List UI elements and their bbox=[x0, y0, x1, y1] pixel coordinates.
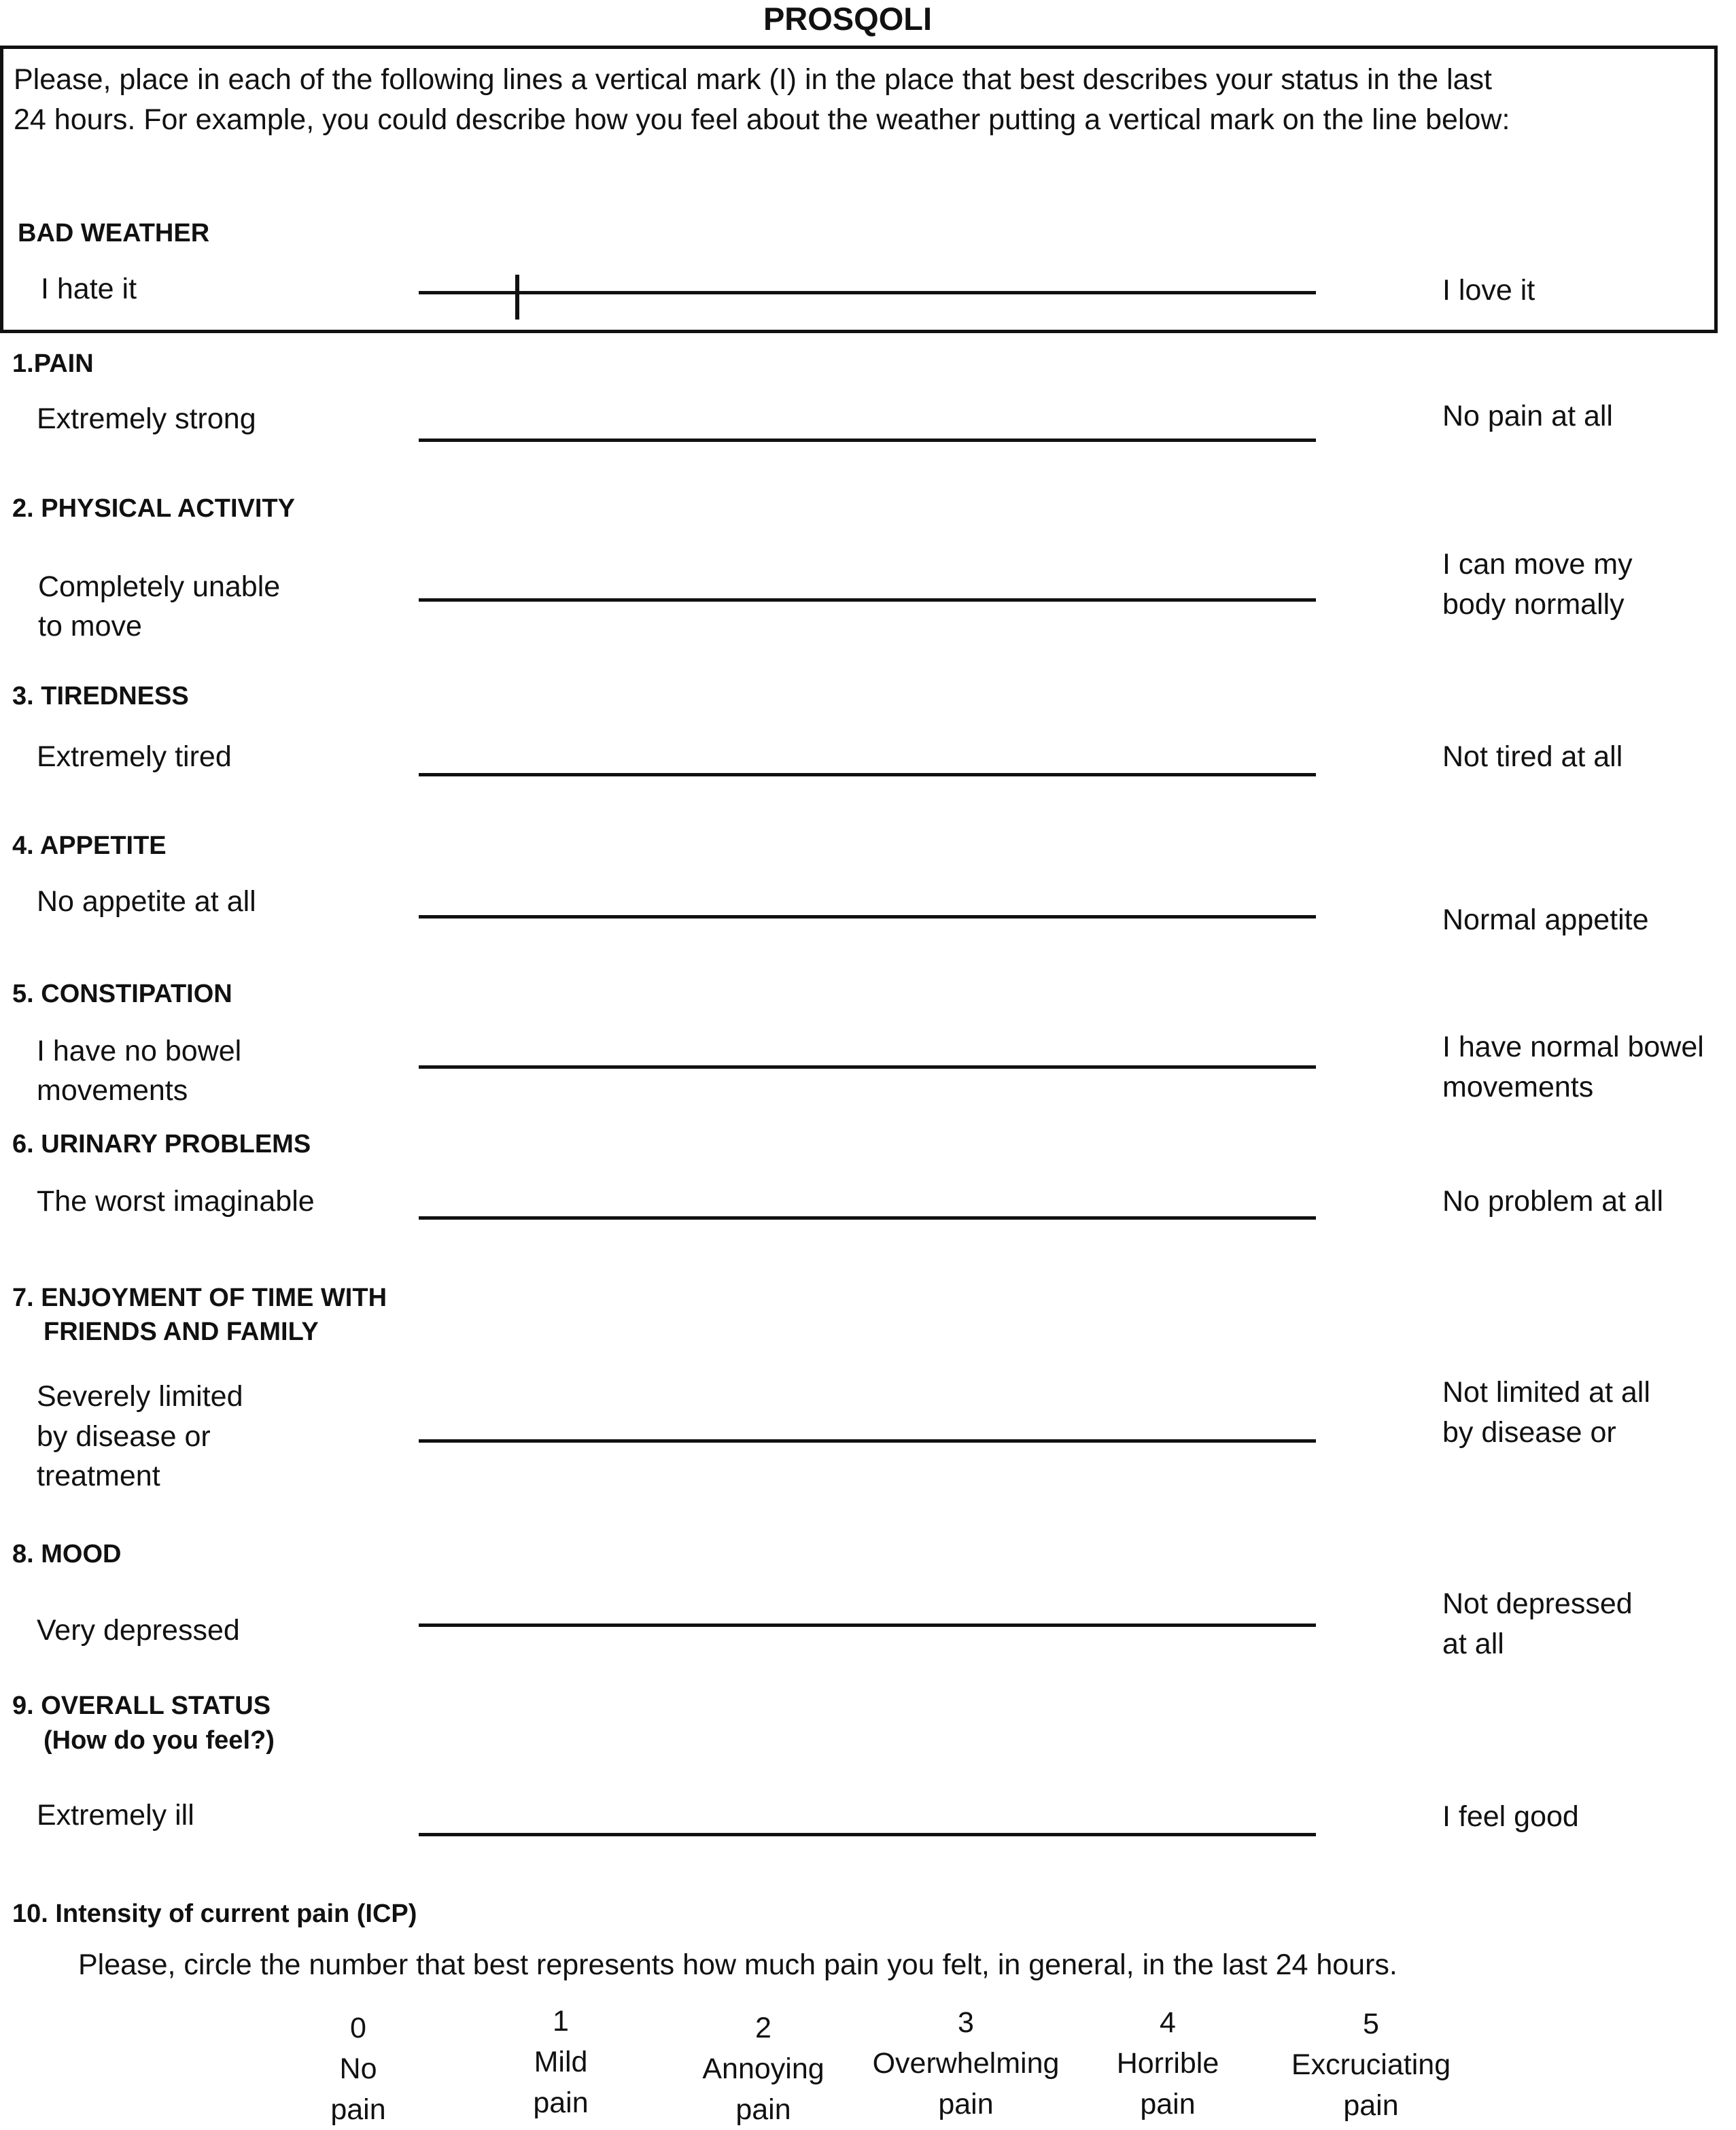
item-heading-pain: 1.PAIN bbox=[12, 349, 94, 378]
pain-option-3[interactable] bbox=[857, 2002, 1075, 2125]
item-left-label: movements bbox=[37, 1074, 188, 1107]
pain-option-label: Mild bbox=[534, 2046, 588, 2078]
item-left-label: Extremely strong bbox=[37, 402, 256, 435]
pain-option-number: 4 bbox=[1160, 2006, 1176, 2039]
pain-option-1[interactable] bbox=[452, 2001, 670, 2123]
item-right-label: movements bbox=[1442, 1071, 1594, 1103]
item-left-label: Extremely tired bbox=[37, 740, 232, 773]
icp-instruction: Please, circle the number that best represents how much pain you felt, in general, in the last 24 hours. bbox=[78, 1948, 1398, 1981]
item-right-label: body normally bbox=[1442, 588, 1625, 621]
scale-line-urinary-problems[interactable] bbox=[419, 1216, 1316, 1220]
item-right-label: I feel good bbox=[1442, 1800, 1579, 1833]
pain-option-label: Excruciating bbox=[1291, 2048, 1451, 2081]
item-left-label: by disease or bbox=[37, 1420, 211, 1453]
scale-line-constipation[interactable] bbox=[419, 1065, 1316, 1069]
scale-line-enjoyment[interactable] bbox=[419, 1439, 1316, 1443]
example-heading: BAD WEATHER bbox=[18, 219, 210, 247]
item-left-label: Very depressed bbox=[37, 1614, 240, 1647]
item-heading-physical-activity: 2. PHYSICAL ACTIVITY bbox=[12, 494, 295, 523]
pain-option-label: Annoying bbox=[702, 2052, 824, 2085]
item-right-label: at all bbox=[1442, 1628, 1504, 1660]
pain-option-0[interactable] bbox=[249, 2008, 467, 2130]
item-heading-mood: 8. MOOD bbox=[12, 1540, 122, 1568]
pain-option-number: 2 bbox=[755, 2012, 771, 2044]
item-heading-enjoyment-line-2: FRIENDS AND FAMILY bbox=[44, 1318, 319, 1346]
pain-option-number: 5 bbox=[1363, 2008, 1379, 2040]
pain-option-label: No bbox=[339, 2052, 377, 2085]
scale-line-physical-activity[interactable] bbox=[419, 598, 1316, 602]
item-right-label: I can move my bbox=[1442, 548, 1633, 581]
example-vertical-mark bbox=[515, 275, 519, 320]
item-right-label: Normal appetite bbox=[1442, 904, 1649, 936]
item-heading-tiredness: 3. TIREDNESS bbox=[12, 682, 189, 710]
pain-option-number: 3 bbox=[958, 2006, 974, 2039]
pain-option-5[interactable] bbox=[1262, 2004, 1480, 2126]
scale-line-tiredness[interactable] bbox=[419, 773, 1316, 776]
scale-line-mood[interactable] bbox=[419, 1624, 1316, 1627]
instructions-line-2: 24 hours. For example, you could describe how you feel about the weather putting a vertical mark on the line below: bbox=[14, 103, 1510, 136]
item-right-label: No problem at all bbox=[1442, 1185, 1664, 1218]
pain-option-label: pain bbox=[533, 2086, 589, 2119]
pain-option-label: Horrible bbox=[1116, 2047, 1219, 2080]
item-heading-overall-status-line-2: (How do you feel?) bbox=[44, 1726, 275, 1755]
example-right-label: I love it bbox=[1442, 274, 1535, 307]
pain-option-label: pain bbox=[330, 2093, 386, 2126]
item-left-label: I have no bowel bbox=[37, 1035, 242, 1067]
item-heading-overall-status: 9. OVERALL STATUS bbox=[12, 1691, 271, 1720]
pain-option-label: pain bbox=[938, 2088, 994, 2120]
item-left-label: treatment bbox=[37, 1460, 160, 1492]
instructions bbox=[14, 60, 1713, 140]
pain-option-label: pain bbox=[735, 2093, 791, 2126]
pain-option-number: 0 bbox=[350, 2012, 366, 2044]
item-left-label: No appetite at all bbox=[37, 885, 256, 918]
pain-option-label: Overwhelming bbox=[872, 2047, 1060, 2080]
item-heading-urinary-problems: 6. URINARY PROBLEMS bbox=[12, 1130, 311, 1158]
item-heading-appetite: 4. APPETITE bbox=[12, 831, 167, 860]
item-right-label: Not depressed bbox=[1442, 1587, 1633, 1620]
item-heading-constipation: 5. CONSTIPATION bbox=[12, 980, 232, 1008]
instructions-line-1: Please, place in each of the following lines a vertical mark (I) in the place that best describes your status in the last bbox=[14, 63, 1493, 96]
pain-option-label: pain bbox=[1343, 2089, 1399, 2122]
item-right-label: No pain at all bbox=[1442, 400, 1613, 432]
item-right-label: by disease or bbox=[1442, 1416, 1616, 1449]
item-left-label: Completely unable bbox=[38, 570, 281, 603]
example-scale-line bbox=[419, 291, 1316, 294]
form-title: PROSQOLI bbox=[763, 1, 933, 37]
item-left-label: Extremely ill bbox=[37, 1799, 194, 1832]
item-left-label: to move bbox=[38, 610, 142, 642]
item-left-label: Severely limited bbox=[37, 1380, 243, 1413]
scale-line-overall-status[interactable] bbox=[419, 1833, 1316, 1836]
item-left-label: The worst imaginable bbox=[37, 1185, 315, 1218]
pain-option-2[interactable] bbox=[655, 2008, 872, 2130]
scale-line-appetite[interactable] bbox=[419, 915, 1316, 918]
item-heading-enjoyment: 7. ENJOYMENT OF TIME WITH bbox=[12, 1284, 387, 1312]
pain-option-4[interactable] bbox=[1059, 2002, 1277, 2125]
item-right-label: I have normal bowel bbox=[1442, 1031, 1704, 1063]
item-right-label: Not limited at all bbox=[1442, 1376, 1650, 1409]
icp-heading: 10. Intensity of current pain (ICP) bbox=[12, 1900, 417, 1928]
scale-line-pain[interactable] bbox=[419, 439, 1316, 442]
pain-option-number: 1 bbox=[553, 2005, 569, 2038]
example-left-label: I hate it bbox=[41, 273, 137, 305]
item-right-label: Not tired at all bbox=[1442, 740, 1623, 773]
pain-option-label: pain bbox=[1140, 2088, 1196, 2120]
